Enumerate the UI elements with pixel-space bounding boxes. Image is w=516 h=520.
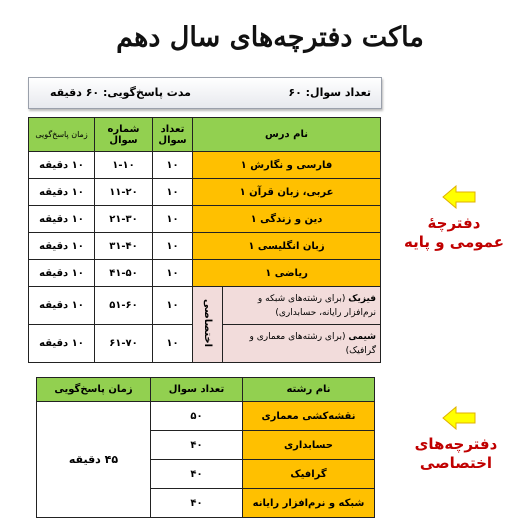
subject-cell: [223, 325, 381, 363]
number-cell: ۴۱-۵۰: [95, 260, 153, 287]
page-title: ماکت دفترچه‌های سال دهم: [116, 22, 424, 53]
time-cell: ۴۵ دقیقه: [37, 402, 151, 518]
number-cell: ۳۱-۴۰: [95, 233, 153, 260]
header-time: زمان پاسخ‌گویی: [29, 118, 95, 152]
subject-name: فیزیک: [348, 293, 377, 304]
field-cell: شبکه و نرم‌افزار رایانه: [243, 489, 375, 518]
time-cell: ۱۰ دقیقه: [29, 179, 95, 206]
specialized-booklet-note: دفترچه‌های اختصاصی: [414, 435, 498, 472]
subject-cell: [223, 287, 381, 325]
count-cell: ۴۰: [151, 460, 243, 489]
count-cell: ۱۰: [153, 260, 193, 287]
field-cell: حسابداری: [243, 431, 375, 460]
header-count: تعداد سوال: [151, 378, 243, 402]
subject-name: شیمی: [348, 331, 377, 342]
count-cell: ۵۰: [151, 402, 243, 431]
time-cell: ۱۰ دقیقه: [29, 206, 95, 233]
arrow-left-icon: [442, 406, 476, 430]
count-cell: ۱۰: [153, 206, 193, 233]
table-row: [29, 179, 381, 206]
table-row: [37, 402, 375, 431]
field-cell: گرافیک: [243, 460, 375, 489]
specialized-table: [36, 377, 375, 518]
count-cell: ۱۰: [153, 287, 193, 325]
number-cell: ۱۱-۲۰: [95, 179, 153, 206]
count-cell: ۱۰: [153, 233, 193, 260]
elective-label: اختصاصی: [202, 298, 213, 348]
time-cell: ۱۰ دقیقه: [29, 233, 95, 260]
subject-cell: ریاضی ۱: [193, 260, 381, 287]
header-number: شماره سوال: [95, 118, 153, 152]
table-row: [29, 287, 381, 325]
subject-note: (برای رشته‌های شبکه و نرم‌افزار رایانه، حسابداری): [257, 293, 377, 318]
number-cell: ۵۱-۶۰: [95, 287, 153, 325]
subject-note: (برای رشته‌های معماری و گرافیک): [249, 331, 377, 356]
time-cell: ۱۰ دقیقه: [29, 287, 95, 325]
table-row: [29, 206, 381, 233]
info-box: [28, 77, 382, 109]
subject-cell: عربی، زبان قرآن ۱: [193, 179, 381, 206]
time-cell: ۱۰ دقیقه: [29, 152, 95, 179]
subject-cell: فارسی و نگارش ۱: [193, 152, 381, 179]
answer-duration: مدت پاسخ‌گویی: ۶۰ دقیقه: [49, 86, 191, 99]
count-cell: ۴۰: [151, 489, 243, 518]
general-booklet-note: دفترچهٔ عمومی و پایه: [404, 214, 504, 251]
field-cell: نقشه‌کشی معماری: [243, 402, 375, 431]
table-row: [29, 233, 381, 260]
table-row: [29, 152, 381, 179]
count-cell: ۴۰: [151, 431, 243, 460]
subject-cell: زبان انگلیسی ۱: [193, 233, 381, 260]
subject-cell: دین و زندگی ۱: [193, 206, 381, 233]
general-table: [28, 117, 381, 363]
count-cell: ۱۰: [153, 179, 193, 206]
count-cell: ۱۰: [153, 152, 193, 179]
header-count: تعداد سوال: [153, 118, 193, 152]
header-subject: نام درس: [193, 118, 381, 152]
question-count: تعداد سوال: ۶۰: [288, 86, 371, 99]
time-cell: ۱۰ دقیقه: [29, 325, 95, 363]
table-row: [29, 260, 381, 287]
count-cell: ۱۰: [153, 325, 193, 363]
number-cell: ۶۱-۷۰: [95, 325, 153, 363]
arrow-left-icon: [442, 185, 476, 209]
number-cell: ۱-۱۰: [95, 152, 153, 179]
header-field: نام رشته: [243, 378, 375, 402]
number-cell: ۲۱-۳۰: [95, 206, 153, 233]
time-cell: ۱۰ دقیقه: [29, 260, 95, 287]
header-time: زمان پاسخ‌گویی: [37, 378, 151, 402]
elective-label-cell: [193, 287, 223, 363]
